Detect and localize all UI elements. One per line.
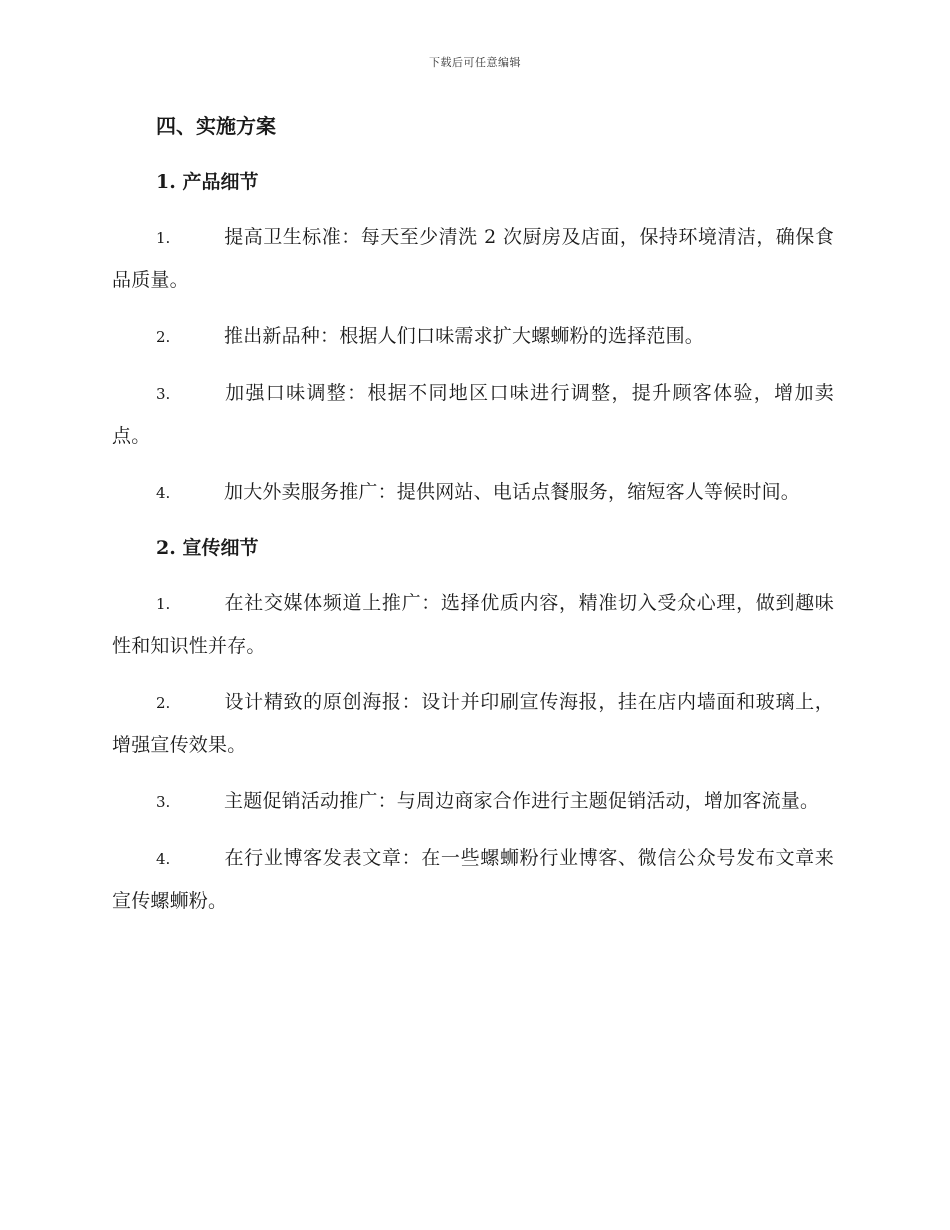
list-item-number: 2.: [156, 694, 171, 712]
section-heading-promotion: 2. 宣传细节: [156, 537, 259, 559]
list-item-number: 2.: [156, 328, 171, 346]
list-item-text: 提高卫生标准：每天至少清洗 2 次厨房及店面，保持环境清洁，确保食品质量。: [112, 226, 834, 291]
list-item: [112, 372, 834, 457]
list-item-text: 在行业博客发表文章：在一些螺蛳粉行业博客、微信公众号发布文章来宣传螺蛳粉。: [112, 847, 834, 912]
list-item: [112, 315, 834, 358]
section-heading-product: 1. 产品细节: [156, 171, 259, 193]
list-item: [112, 681, 834, 766]
list-item-number: 4.: [156, 484, 171, 502]
list-item-text: 在社交媒体频道上推广：选择优质内容，精准切入受众心理，做到趣味性和知识性并存。: [112, 592, 834, 657]
document-title: 四、实施方案: [156, 114, 276, 138]
document-body: [112, 106, 834, 936]
list-item: [112, 780, 834, 823]
page-header: 下载后可任意编辑: [429, 56, 521, 69]
list-item-number: 3.: [156, 793, 171, 811]
list-item-number: 4.: [156, 850, 171, 868]
list-item-text: 加大外卖服务推广：提供网站、电话点餐服务，缩短客人等候时间。: [224, 481, 801, 503]
list-item: [112, 582, 834, 667]
list-item-text: 设计精致的原创海报：设计并印刷宣传海报，挂在店内墙面和玻璃上，增强宣传效果。: [112, 691, 834, 756]
list-item-text: 加强口味调整：根据不同地区口味进行调整，提升顾客体验，增加卖点。: [112, 382, 834, 447]
list-item-number: 1.: [156, 595, 171, 613]
list-item: [112, 471, 834, 514]
list-item-text: 推出新品种：根据人们口味需求扩大螺蛳粉的选择范围。: [224, 325, 705, 347]
list-item: [112, 837, 834, 922]
list-item-number: 3.: [156, 385, 171, 403]
list-item-text: 主题促销活动推广：与周边商家合作进行主题促销活动，增加客流量。: [224, 790, 820, 812]
list-item: [112, 216, 834, 301]
list-item-number: 1.: [156, 229, 171, 247]
